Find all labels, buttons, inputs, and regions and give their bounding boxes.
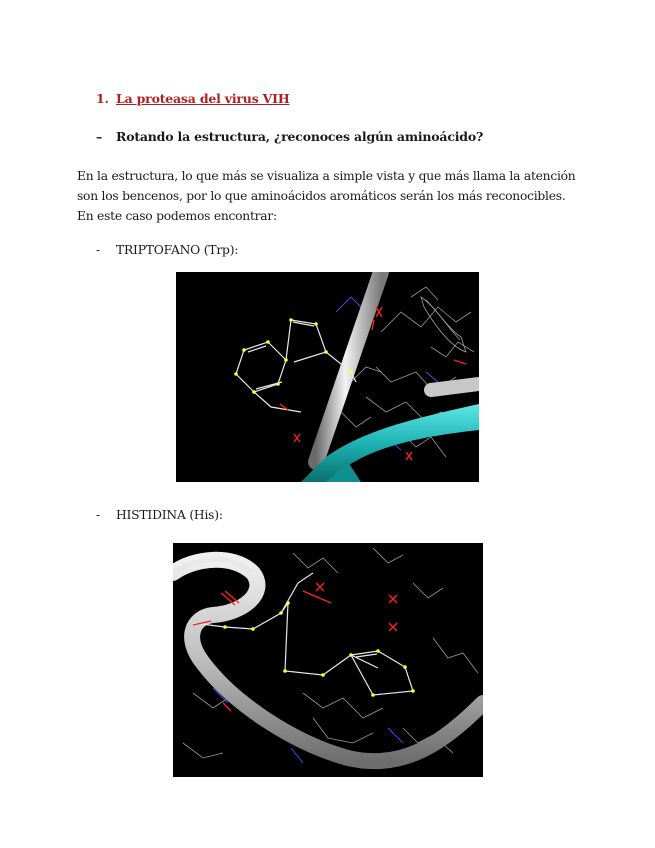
section-title: La proteasa del virus VIH <box>116 91 290 106</box>
question-text: Rotando la estructura, ¿reconoces algún aminoácido? <box>116 129 484 144</box>
list-bullet: - <box>96 508 100 522</box>
paragraph-line: En este caso podemos encontrar: <box>77 209 277 223</box>
list-item-histidine <box>96 508 223 522</box>
section-heading <box>96 91 289 106</box>
histidine-structure-image <box>173 543 483 777</box>
list-item-label: HISTIDINA (His): <box>116 508 223 522</box>
paragraph-line: En la estructura, lo que más se visualiza a simple vista y que más llama la atención <box>77 169 576 183</box>
section-number: 1. <box>96 91 109 106</box>
question-heading <box>96 129 483 144</box>
body-paragraph <box>77 166 577 226</box>
paragraph-line: son los bencenos, por lo que aminoácidos aromáticos serán los más reconocibles. <box>77 189 566 203</box>
question-bullet: – <box>96 129 103 144</box>
tryptophan-structure-image <box>176 272 479 482</box>
list-bullet: - <box>96 243 100 257</box>
list-item-tryptophan <box>96 243 238 257</box>
list-item-label: TRIPTOFANO (Trp): <box>116 243 239 257</box>
